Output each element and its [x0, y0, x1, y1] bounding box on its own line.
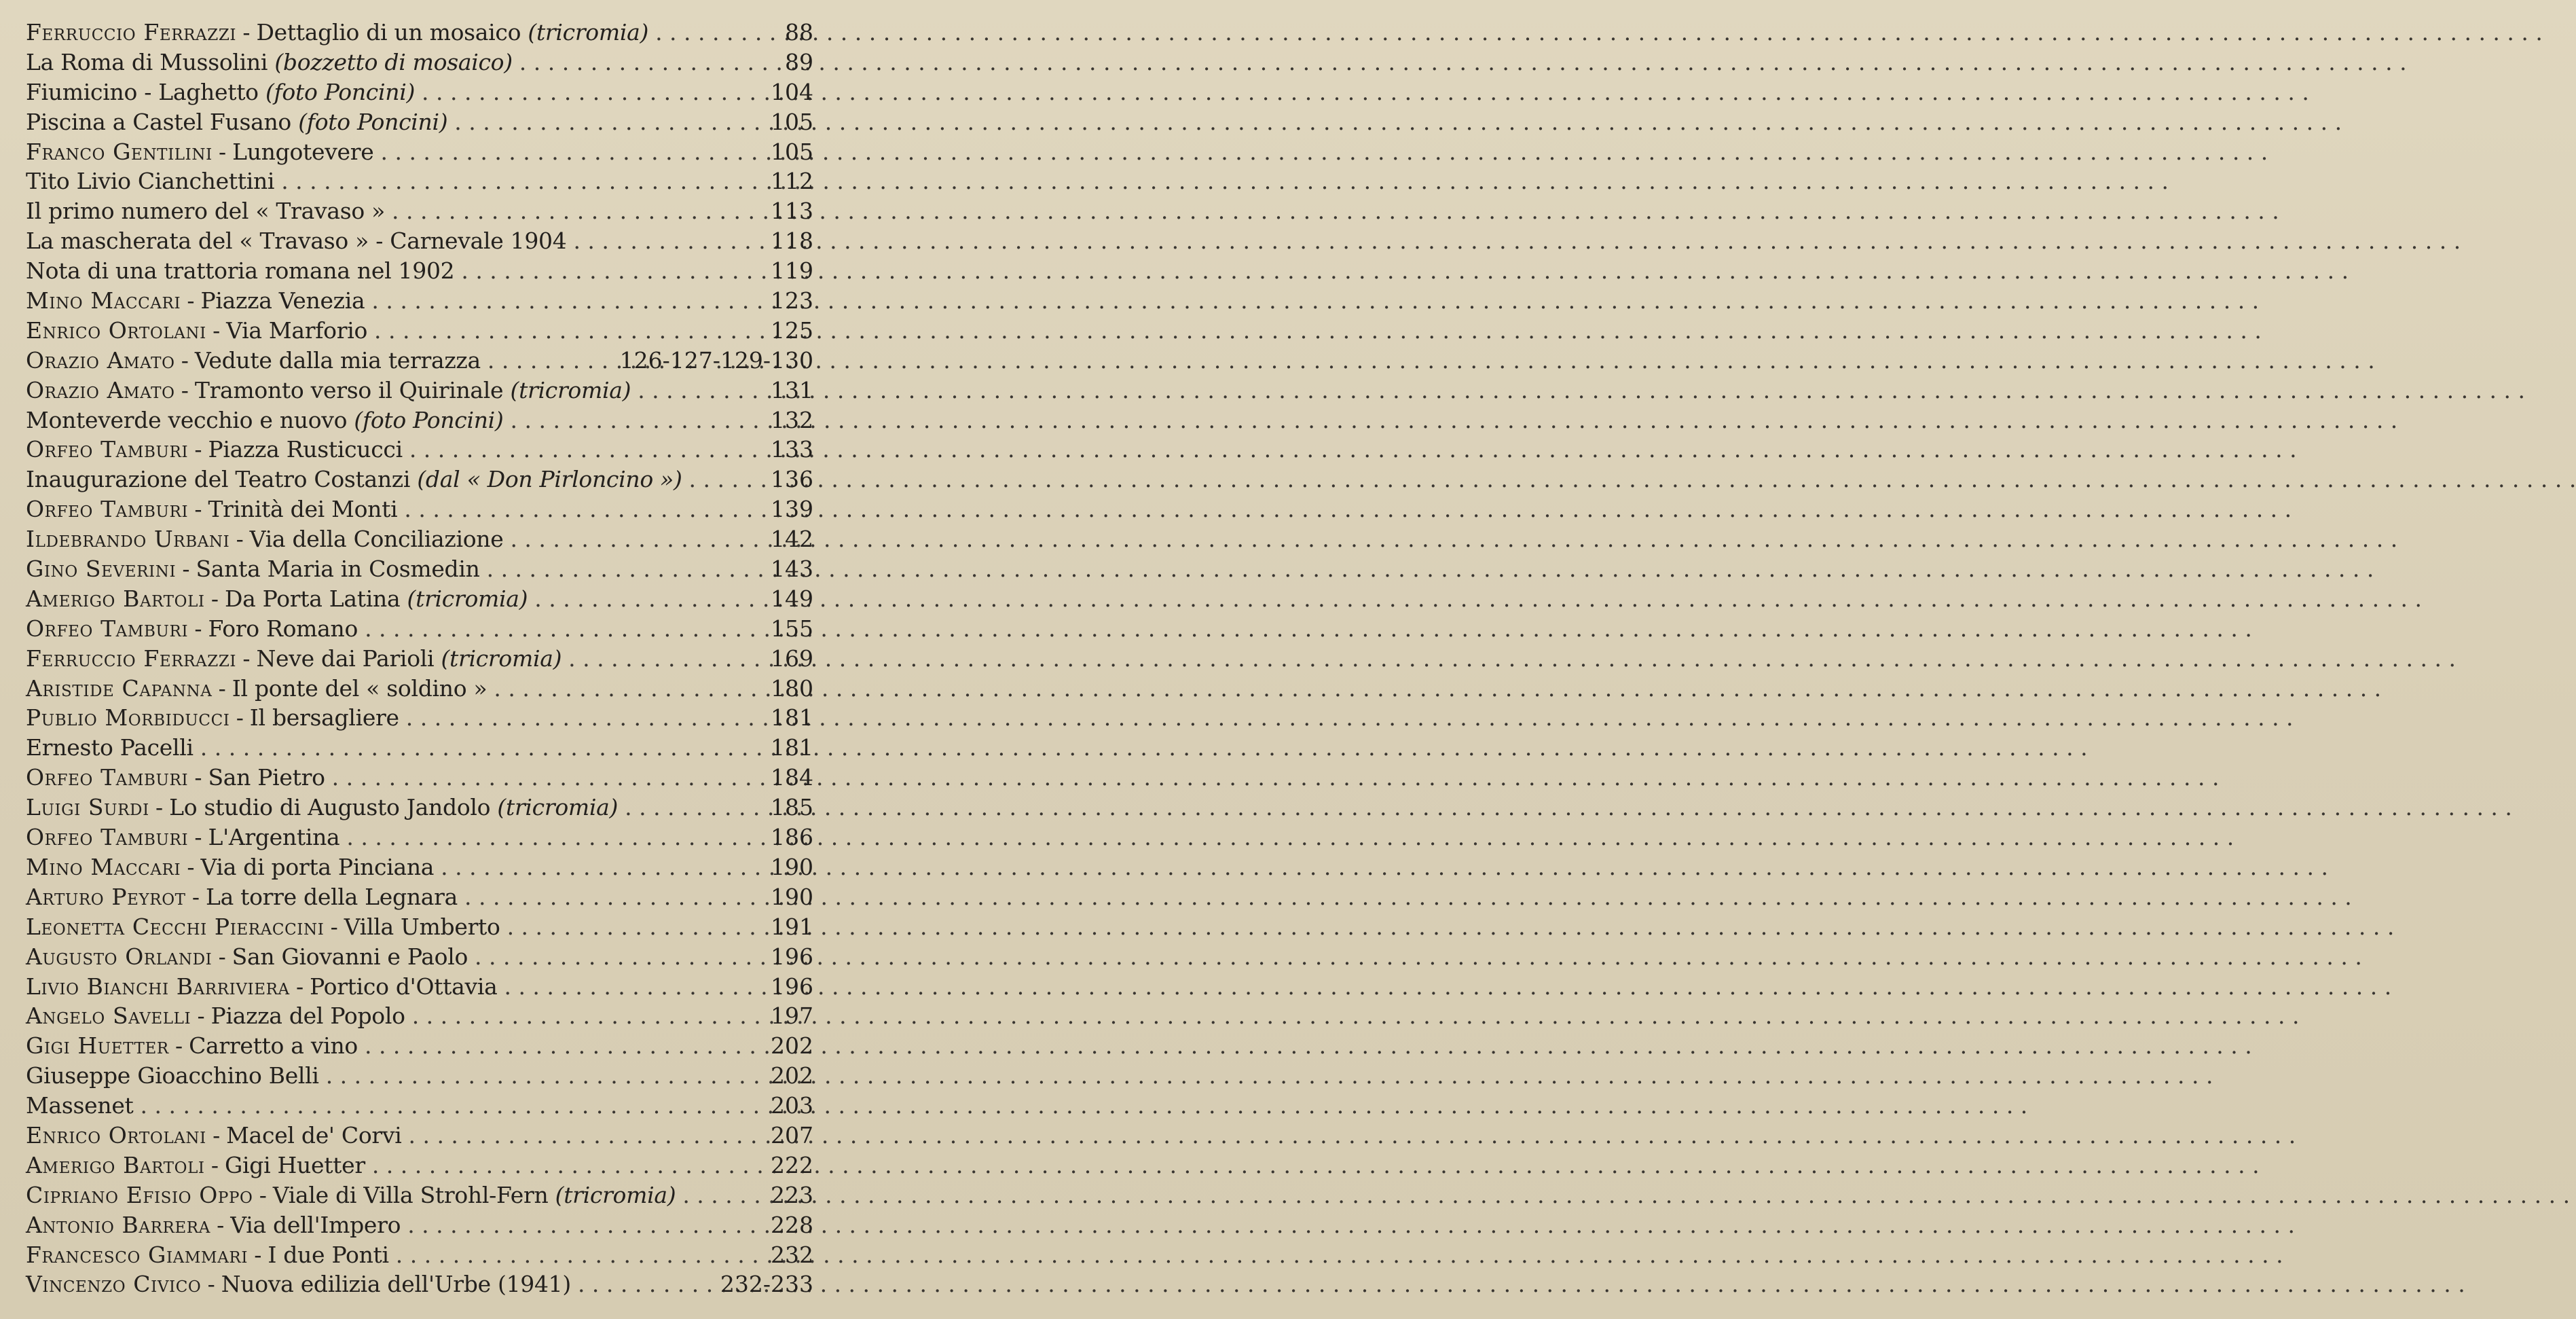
- entry-text: [26, 166, 274, 196]
- index-entry: [26, 793, 813, 823]
- dot-leader: [358, 1031, 762, 1061]
- index-entry: [26, 912, 813, 942]
- entry-page-number: 181: [771, 734, 813, 761]
- entry-page-number: 196: [771, 973, 813, 1000]
- entry-page-number: 132: [771, 406, 813, 433]
- dot-leader: [274, 166, 762, 196]
- dot-leader: [468, 942, 762, 972]
- entry-page-number: 136: [771, 466, 813, 493]
- entry-text: [26, 316, 367, 346]
- author-separator: -: [182, 556, 190, 583]
- index-entry: [26, 524, 813, 554]
- dot-leader: [497, 972, 762, 1002]
- entry-title: Lungotevere: [232, 138, 374, 165]
- index-entry: [26, 1031, 813, 1061]
- author-separator: -: [210, 1151, 219, 1178]
- entry-title: Massenet: [26, 1092, 134, 1119]
- entry-note: (foto Poncini): [265, 78, 416, 105]
- entry-author: Cipriano Efisio Oppo: [26, 1181, 253, 1208]
- entry-title: Via della Conciliazione: [249, 526, 504, 553]
- entry-note: (dal « Don Pirloncino »): [417, 466, 682, 493]
- entry-title: Lo studio di Augusto Jandolo: [169, 794, 491, 821]
- entry-title: Tramonto verso il Quirinale: [194, 376, 504, 403]
- entry-text: [26, 1091, 134, 1121]
- index-entry: [26, 733, 813, 763]
- index-entry: [26, 346, 813, 376]
- dot-leader: [434, 852, 762, 882]
- entry-text: [26, 465, 682, 494]
- entry-text: [26, 376, 631, 405]
- entry-note: (tricromia): [528, 19, 649, 46]
- entry-title: I due Ponti: [268, 1241, 389, 1268]
- author-separator: -: [194, 615, 202, 642]
- dot-leader: [631, 376, 762, 405]
- index-entry: [26, 823, 813, 852]
- author-separator: -: [194, 496, 202, 523]
- author-separator: -: [218, 674, 226, 702]
- entry-page-number: 143: [771, 556, 813, 583]
- entry-title: Portico d'Ottavia: [310, 973, 498, 1000]
- index-entry: [26, 614, 813, 644]
- entry-author: Livio Bianchi Barriviera: [26, 973, 290, 1000]
- dot-leader: [487, 674, 762, 704]
- entry-page-number: 181: [771, 704, 813, 731]
- dot-leader: [365, 286, 762, 316]
- entry-text: [26, 674, 487, 704]
- entry-page-number: 202: [771, 1032, 813, 1060]
- entry-page-number: 89: [785, 48, 813, 75]
- entry-page-number: 228: [771, 1211, 813, 1238]
- entry-page-number: 155: [771, 615, 813, 642]
- entry-page-number: 185: [771, 794, 813, 821]
- entry-page-number: 105: [771, 108, 813, 135]
- index-entry: [26, 1121, 813, 1151]
- entry-note: (tricromia): [441, 645, 562, 672]
- entry-page-number: 197: [771, 1002, 813, 1030]
- entry-text: [26, 912, 500, 942]
- index-entry: [26, 674, 813, 704]
- entry-text: [26, 77, 415, 107]
- index-entry: [26, 465, 813, 494]
- entry-text: [26, 793, 618, 823]
- entry-page-number: 118: [771, 228, 813, 255]
- illustrations-index: [26, 18, 813, 1299]
- entry-page-number: 232-233: [720, 1271, 813, 1298]
- index-entry: [26, 942, 813, 972]
- index-entry: [26, 1269, 813, 1299]
- author-separator: -: [181, 376, 189, 403]
- entry-author: Orfeo Tamburi: [26, 496, 189, 523]
- dot-leader: [513, 48, 777, 77]
- dot-leader: [134, 1091, 762, 1121]
- entry-text: [26, 1269, 571, 1299]
- entry-text: [26, 972, 497, 1002]
- entry-text: [26, 733, 194, 763]
- dot-leader: [339, 823, 762, 852]
- entry-author: Orazio Amato: [26, 346, 175, 374]
- entry-title: Via di porta Pinciana: [200, 853, 435, 880]
- entry-title: Santa Maria in Cosmedin: [196, 556, 480, 583]
- entry-author: Ildebrando Urbani: [26, 526, 230, 553]
- entry-author: Luigi Surdi: [26, 794, 149, 821]
- dot-leader: [399, 703, 762, 733]
- dot-leader: [618, 793, 762, 823]
- entry-text: [26, 524, 503, 554]
- entry-page-number: 88: [785, 19, 813, 46]
- entry-title: Piazza del Popolo: [210, 1002, 405, 1030]
- entry-author: Amerigo Bartoli: [26, 1151, 205, 1178]
- entry-page-number: 191: [771, 913, 813, 940]
- entry-title: Il bersagliere: [249, 704, 399, 731]
- entry-page-number: 222: [771, 1151, 813, 1178]
- dot-leader: [373, 137, 762, 167]
- entry-title: San Giovanni e Paolo: [232, 943, 468, 970]
- entry-title: Carretto a vino: [189, 1032, 358, 1060]
- entry-text: [26, 286, 365, 316]
- entry-title: Nota di una trattoria romana nel 1902: [26, 257, 455, 285]
- author-separator: -: [187, 287, 195, 314]
- index-entry: [26, 584, 813, 614]
- entry-page-number: 184: [771, 764, 813, 791]
- dot-leader: [562, 644, 762, 674]
- entry-author: Mino Maccari: [26, 853, 181, 880]
- entry-author: Orfeo Tamburi: [26, 824, 189, 851]
- entry-note: (foto Poncini): [354, 406, 504, 433]
- entry-author: Aristide Capanna: [26, 674, 213, 702]
- entry-author: Vincenzo Civico: [26, 1271, 202, 1298]
- dot-leader: [566, 226, 762, 256]
- dot-leader: [194, 733, 762, 763]
- entry-text: [26, 494, 397, 524]
- author-separator: -: [217, 1211, 225, 1238]
- entry-title: Neve dai Parioli: [256, 645, 435, 672]
- index-entry: [26, 107, 813, 137]
- entry-title: Macel de' Corvi: [226, 1121, 402, 1149]
- entry-author: Publio Morbiducci: [26, 704, 230, 731]
- entry-title: Viale di Villa Strohl-Fern: [272, 1181, 549, 1208]
- entry-page-number: 190: [771, 853, 813, 880]
- dot-leader: [503, 524, 762, 554]
- entry-page-number: 180: [771, 674, 813, 702]
- entry-text: [26, 435, 403, 465]
- entry-author: Francesco Giammari: [26, 1241, 249, 1268]
- dot-leader: [405, 1001, 762, 1031]
- index-entry: [26, 703, 813, 733]
- index-entry: [26, 1180, 813, 1210]
- index-entry: [26, 1210, 813, 1240]
- entry-note: (tricromia): [555, 1181, 676, 1208]
- entry-text: [26, 1240, 389, 1270]
- entry-title: Nuova edilizia dell'Urbe (1941): [221, 1271, 571, 1298]
- dot-leader: [480, 554, 762, 584]
- dot-leader: [648, 18, 777, 48]
- index-entry: [26, 18, 813, 48]
- entry-page-number: 149: [771, 585, 813, 612]
- entry-author: Augusto Orlandi: [26, 943, 213, 970]
- entry-text: [26, 1121, 401, 1151]
- entry-title: San Pietro: [208, 764, 325, 791]
- index-entry: [26, 1001, 813, 1031]
- dot-leader: [401, 1210, 762, 1240]
- entry-title: Via Marforio: [226, 317, 368, 344]
- index-entry: [26, 77, 813, 107]
- dot-leader: [676, 1180, 762, 1210]
- entry-page-number: 131: [771, 376, 813, 403]
- index-entry: [26, 972, 813, 1002]
- dot-leader: [571, 1269, 712, 1299]
- entry-title: Il primo numero del « Travaso »: [26, 198, 385, 225]
- entry-author: Angelo Savelli: [26, 1002, 191, 1030]
- dot-leader: [401, 1121, 762, 1151]
- index-entry: [26, 376, 813, 405]
- entry-note: (foto Poncini): [298, 108, 448, 135]
- entry-author: Arturo Peyrot: [26, 883, 186, 910]
- entry-text: [26, 614, 358, 644]
- entry-title: Da Porta Latina: [224, 585, 401, 612]
- author-separator: -: [191, 883, 200, 910]
- author-separator: -: [207, 1271, 215, 1298]
- entry-page-number: 232: [771, 1241, 813, 1268]
- entry-title: Giuseppe Gioacchino Belli: [26, 1062, 319, 1089]
- dot-leader: [528, 584, 762, 614]
- entry-page-number: 105: [771, 138, 813, 165]
- dot-leader: [367, 316, 762, 346]
- book-page: [0, 0, 837, 1319]
- entry-page-number: 123: [771, 287, 813, 314]
- entry-page-number: 125: [771, 317, 813, 344]
- entry-text: [26, 852, 434, 882]
- entry-page-number: 190: [771, 883, 813, 910]
- index-entry: [26, 494, 813, 524]
- entry-page-number: 223: [771, 1181, 813, 1208]
- index-entry: [26, 763, 813, 793]
- entry-page-number: 169: [771, 645, 813, 672]
- dot-leader: [358, 614, 762, 644]
- entry-title: Piazza Venezia: [200, 287, 365, 314]
- entry-text: [26, 882, 458, 912]
- dot-leader: [403, 435, 762, 465]
- dot-leader: [319, 1061, 762, 1091]
- author-separator: -: [194, 824, 202, 851]
- entry-text: [26, 18, 648, 48]
- entry-text: [26, 584, 528, 614]
- entry-note: (tricromia): [510, 376, 631, 403]
- entry-text: [26, 48, 513, 77]
- entry-text: [26, 1031, 358, 1061]
- entry-title: Monteverde vecchio e nuovo: [26, 406, 348, 433]
- entry-title: Piazza Rusticucci: [208, 436, 403, 463]
- entry-text: [26, 1061, 319, 1091]
- dot-leader: [458, 882, 762, 912]
- entry-author: Amerigo Bartoli: [26, 585, 205, 612]
- entry-text: [26, 346, 481, 376]
- dot-leader: [325, 763, 762, 793]
- entry-text: [26, 256, 454, 286]
- entry-author: Enrico Ortolani: [26, 1121, 206, 1149]
- entry-page-number: 202: [771, 1062, 813, 1089]
- index-entry: [26, 644, 813, 674]
- entry-page-number: 207: [771, 1121, 813, 1149]
- entry-page-number: 133: [771, 436, 813, 463]
- author-separator: -: [219, 138, 226, 165]
- entry-title: Villa Umberto: [344, 913, 500, 940]
- dot-leader: [682, 465, 762, 494]
- entry-page-number: 113: [771, 198, 813, 225]
- entry-title: Via dell'Impero: [230, 1211, 401, 1238]
- author-separator: -: [254, 1241, 262, 1268]
- index-entry: [26, 316, 813, 346]
- entry-title: Piscina a Castel Fusano: [26, 108, 291, 135]
- author-separator: -: [213, 317, 220, 344]
- entry-title: Trinità dei Monti: [208, 496, 398, 523]
- author-separator: -: [210, 585, 219, 612]
- author-separator: -: [295, 973, 303, 1000]
- entry-page-number: 196: [771, 943, 813, 970]
- entry-text: [26, 196, 385, 226]
- entry-note: (tricromia): [407, 585, 528, 612]
- dot-leader: [397, 494, 762, 524]
- index-entry: [26, 405, 813, 435]
- entry-page-number: 142: [771, 526, 813, 553]
- author-separator: -: [213, 1121, 220, 1149]
- dot-leader: [365, 1151, 762, 1180]
- entry-page-number: 119: [771, 257, 813, 285]
- entry-text: [26, 1210, 401, 1240]
- entry-text: [26, 942, 468, 972]
- entry-page-number: 139: [771, 496, 813, 523]
- entry-title: Dettaglio di un mosaico: [256, 19, 521, 46]
- entry-title: Inaugurazione del Teatro Costanzi: [26, 466, 411, 493]
- entry-title: Foro Romano: [208, 615, 358, 642]
- entry-text: [26, 644, 562, 674]
- author-separator: -: [194, 764, 202, 791]
- dot-leader: [415, 77, 762, 107]
- entry-page-number: 203: [771, 1092, 813, 1119]
- entry-note: (tricromia): [497, 794, 619, 821]
- dot-leader: [385, 196, 762, 226]
- entry-author: Ferruccio Ferrazzi: [26, 19, 237, 46]
- author-separator: -: [236, 526, 244, 553]
- entry-text: [26, 1180, 676, 1210]
- entry-title: Tito Livio Cianchettini: [26, 168, 275, 195]
- entry-text: [26, 226, 566, 256]
- dot-leader: [500, 912, 762, 942]
- entry-title: La Roma di Mussolini: [26, 48, 268, 75]
- author-separator: -: [236, 704, 244, 731]
- entry-author: Orfeo Tamburi: [26, 615, 189, 642]
- author-separator: -: [259, 1181, 267, 1208]
- index-entry: [26, 1061, 813, 1091]
- entry-author: Leonetta Cecchi Pieraccini: [26, 913, 325, 940]
- author-separator: -: [330, 913, 338, 940]
- dot-leader: [481, 346, 612, 376]
- entry-text: [26, 405, 504, 435]
- index-entry: [26, 882, 813, 912]
- entry-title: Fiumicino - Laghetto: [26, 78, 259, 105]
- author-separator: -: [218, 943, 226, 970]
- entry-title: La mascherata del « Travaso » - Carnevale 1904: [26, 228, 567, 255]
- author-separator: -: [242, 645, 251, 672]
- index-entry: [26, 286, 813, 316]
- entry-text: [26, 107, 447, 137]
- index-entry: [26, 137, 813, 167]
- author-separator: -: [155, 794, 163, 821]
- entry-author: Gigi Huetter: [26, 1032, 169, 1060]
- entry-author: Mino Maccari: [26, 287, 181, 314]
- entry-page-number: 126-127-129-130: [619, 346, 813, 374]
- author-separator: -: [181, 346, 189, 374]
- entry-author: Ferruccio Ferrazzi: [26, 645, 237, 672]
- author-separator: -: [187, 853, 195, 880]
- entry-title: L'Argentina: [208, 824, 340, 851]
- index-entry: [26, 48, 813, 77]
- index-entry: [26, 166, 813, 196]
- entry-author: Franco Gentilini: [26, 138, 213, 165]
- entry-text: [26, 703, 399, 733]
- author-separator: -: [242, 19, 251, 46]
- entry-text: [26, 554, 480, 584]
- entry-title: La torre della Legnara: [205, 883, 458, 910]
- index-entry: [26, 1240, 813, 1270]
- entry-author: Antonio Barrera: [26, 1211, 210, 1238]
- index-entry: [26, 1091, 813, 1121]
- index-entry: [26, 226, 813, 256]
- index-entry: [26, 554, 813, 584]
- dot-leader: [454, 256, 762, 286]
- dot-leader: [504, 405, 763, 435]
- entry-page-number: 112: [771, 168, 813, 195]
- dot-leader: [447, 107, 762, 137]
- index-entry: [26, 196, 813, 226]
- entry-author: Orfeo Tamburi: [26, 436, 189, 463]
- entry-text: [26, 763, 325, 793]
- entry-author: Orazio Amato: [26, 376, 175, 403]
- author-separator: -: [197, 1002, 205, 1030]
- entry-title: Vedute dalla mia terrazza: [194, 346, 481, 374]
- entry-text: [26, 823, 339, 852]
- index-entry: [26, 435, 813, 465]
- author-separator: -: [175, 1032, 183, 1060]
- index-entry: [26, 256, 813, 286]
- entry-note: (bozzetto di mosaico): [274, 48, 513, 75]
- index-entry: [26, 1151, 813, 1180]
- entry-author: Enrico Ortolani: [26, 317, 206, 344]
- entry-title: Ernesto Pacelli: [26, 734, 194, 761]
- entry-title: Il ponte del « soldino »: [232, 674, 487, 702]
- entry-text: [26, 1151, 365, 1180]
- entry-text: [26, 1001, 405, 1031]
- entry-title: Gigi Huetter: [224, 1151, 365, 1178]
- author-separator: -: [194, 436, 202, 463]
- entry-text: [26, 137, 373, 167]
- index-entry: [26, 852, 813, 882]
- entry-page-number: 104: [771, 78, 813, 105]
- dot-leader: [389, 1240, 762, 1270]
- entry-author: Gino Severini: [26, 556, 177, 583]
- entry-page-number: 186: [771, 824, 813, 851]
- entry-author: Orfeo Tamburi: [26, 764, 189, 791]
